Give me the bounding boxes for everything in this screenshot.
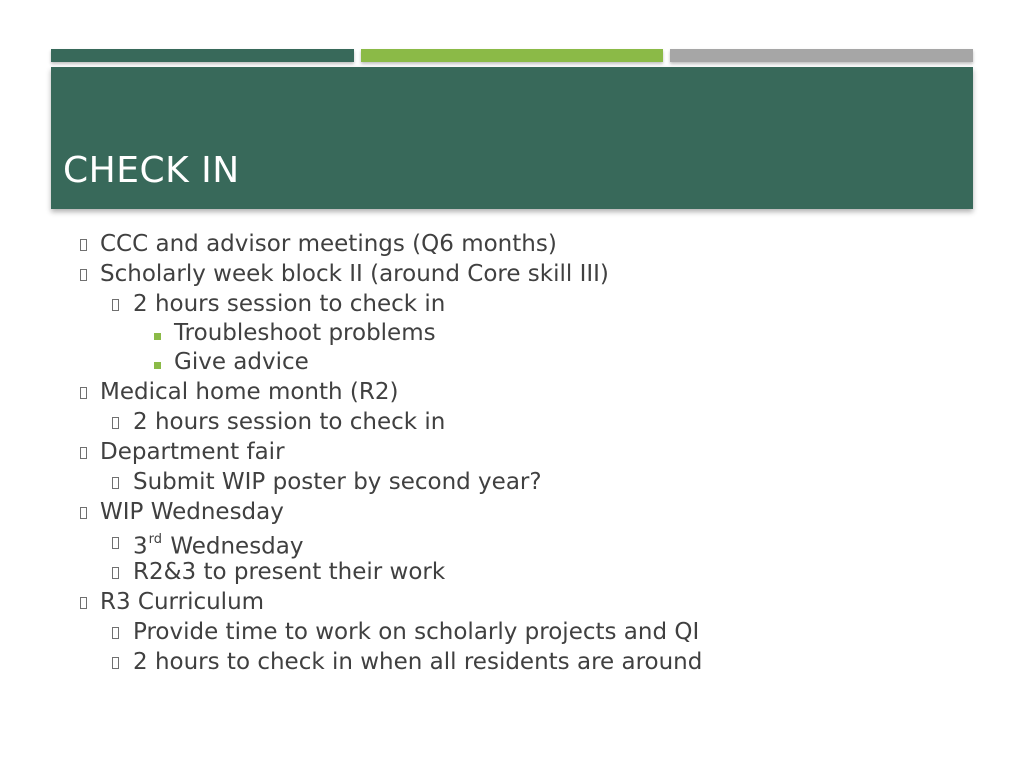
list-item-text: WIP Wednesday <box>100 499 284 525</box>
list-item <box>78 348 958 377</box>
list-item-text: R2&3 to present their work <box>133 559 446 585</box>
hollow-box-bullet-icon <box>80 497 87 527</box>
list-item-text: Medical home month (R2) <box>100 379 399 405</box>
list-item <box>78 647 958 677</box>
list-item <box>78 259 958 289</box>
list-item-text: 2 hours session to check in <box>133 291 446 317</box>
list-item-text: 2 hours session to check in <box>133 409 446 435</box>
hollow-box-bullet-icon <box>112 527 119 557</box>
list-item <box>78 377 958 407</box>
filled-square-bullet-icon <box>154 319 161 348</box>
list-item-text: CCC and advisor meetings (Q6 months) <box>100 231 557 257</box>
list-item <box>78 557 958 587</box>
bullet-list <box>78 229 958 677</box>
hollow-box-bullet-icon <box>112 617 119 647</box>
hollow-box-bullet-icon <box>112 647 119 677</box>
ordinal-suffix: rd <box>148 532 163 547</box>
hollow-box-bullet-icon <box>112 467 119 497</box>
hollow-box-bullet-icon <box>80 437 87 467</box>
hollow-box-bullet-icon <box>112 289 119 319</box>
list-item <box>78 617 958 647</box>
hollow-box-bullet-icon <box>80 377 87 407</box>
hollow-box-bullet-icon <box>80 229 87 259</box>
list-item <box>78 497 958 527</box>
list-item-text: Department fair <box>100 439 285 465</box>
accent-bar-gray <box>670 49 973 62</box>
hollow-box-bullet-icon <box>112 407 119 437</box>
hollow-box-bullet-icon <box>80 587 87 617</box>
list-item <box>78 437 958 467</box>
list-item-text: Scholarly week block II (around Core skill III) <box>100 261 609 287</box>
accent-bar-dark-green <box>51 49 354 62</box>
list-item <box>78 289 958 319</box>
list-item-text: Troubleshoot problems <box>174 320 436 346</box>
list-item <box>78 407 958 437</box>
ordinal-number: 3 <box>133 533 148 560</box>
hollow-box-bullet-icon <box>80 259 87 289</box>
title-band <box>51 67 973 209</box>
list-item-text: Provide time to work on scholarly projects and QI <box>133 619 700 645</box>
hollow-box-bullet-icon <box>112 557 119 587</box>
accent-bar-light-green <box>361 49 663 62</box>
slide-title: CHECK IN <box>63 150 240 191</box>
list-item <box>78 527 958 560</box>
list-item <box>78 467 958 497</box>
list-item <box>78 229 958 259</box>
filled-square-bullet-icon <box>154 348 161 377</box>
list-item <box>78 587 958 617</box>
list-item-text: Wednesday <box>170 533 304 560</box>
list-item-text: 2 hours to check in when all residents are around <box>133 649 703 675</box>
list-item-text: Give advice <box>174 349 309 375</box>
list-item-text: R3 Curriculum <box>100 589 265 615</box>
list-item <box>78 319 958 348</box>
list-item-text: Submit WIP poster by second year? <box>133 469 542 495</box>
